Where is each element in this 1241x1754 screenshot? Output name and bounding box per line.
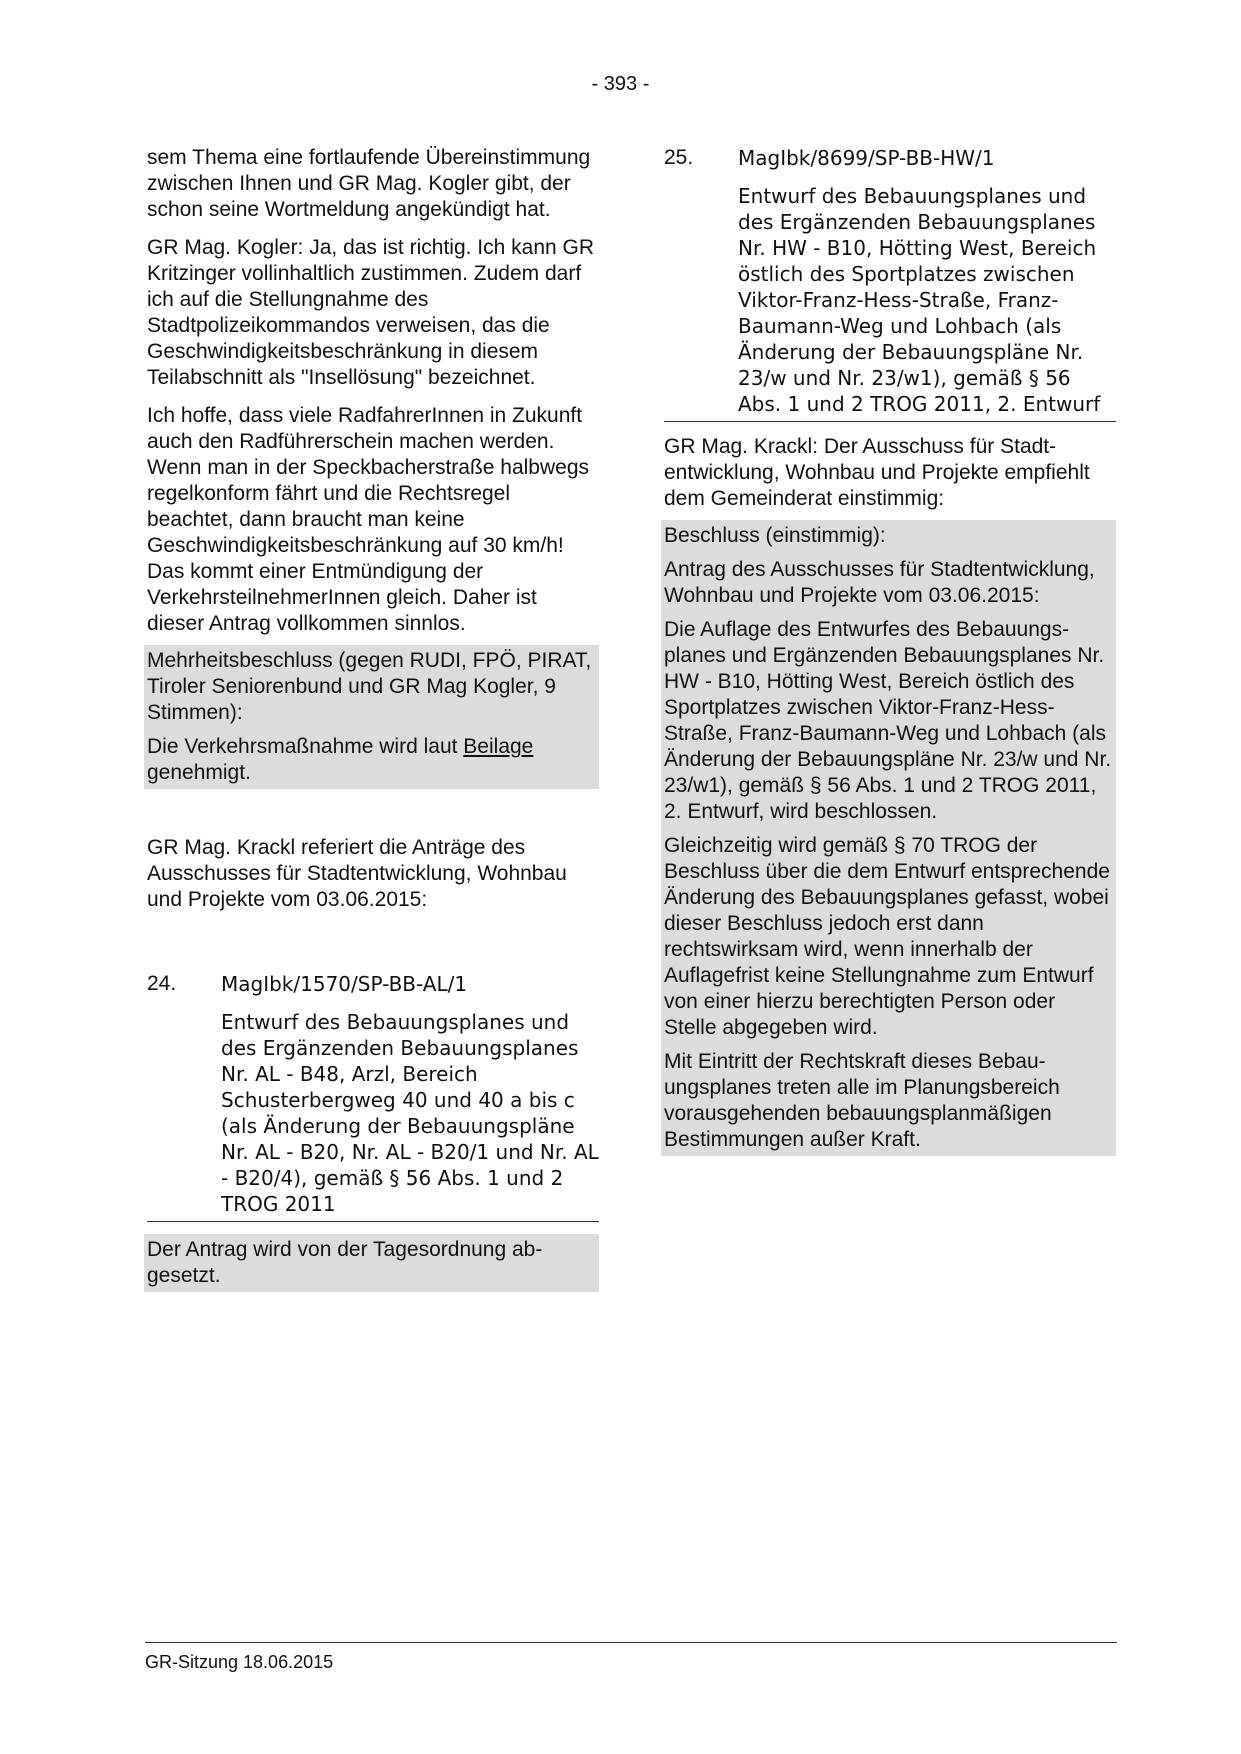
resolution-legal-effect: Mit Eintritt der Rechtskraft dieses Bebauungsplanes treten alle im Planungsbereich vorausgehenden bebauungsplanmäßigen Bestimmungen außer Kraft. [664, 1050, 1060, 1151]
agenda-description: Entwurf des Bebauungsplanes und des Ergänzenden Bebauungsplanes Nr. AL - B48, Arzl, Bereich Schusterbergweg 40 und 40 a bis c (als Änderung der Bebauungspläne Nr. AL - B20, Nr. AL - B20/1 und Nr. AL - B20/4), gemäß § 56 Abs. 1 und 2 TROG 2011 [221, 1010, 599, 1216]
resolution-box-majority [144, 645, 599, 789]
agenda-number: 25. [664, 146, 694, 169]
paragraph-continuation: sem Thema eine fortlaufende Übereinstimmung zwischen Ihnen und GR Mag. Kogler gibt, der schon seine Wortmeldung angekündigt hat. [147, 146, 591, 221]
agenda-description: Entwurf des Bebauungsplanes und des Ergänzenden Bebauungsplanes Nr. HW - B10, Hötting West, Bereich östlich des Sportplatzes zwischen Viktor-Franz-Hess-Straße, Franz-Baumann-Weg und Lohbach (als Änderung der Bebauungspläne Nr. 23/w und Nr. 23/w1), gemäß § 56 Abs. 1 und 2 TROG 2011, 2. Entwurf [738, 184, 1101, 416]
resolution-motion: Antrag des Ausschusses für Stadtentwicklung, Wohnbau und Projekte vom 03.06.2015: [664, 558, 1095, 607]
agenda-item-25 [664, 145, 1116, 422]
page-number: - 393 - [591, 73, 650, 95]
paragraph-krackl-recommendation: GR Mag. Krackl: Der Ausschuss für Stadtentwicklung, Wohnbau und Projekte empfiehlt dem Gemeinderat einstimmig: [664, 435, 1090, 510]
agenda-reference: MagIbk/1570/SP-BB-AL/1 [221, 972, 468, 996]
agenda-reference: MagIbk/8699/SP-BB-HW/1 [738, 146, 995, 170]
page-footer: GR-Sitzung 18.06.2015 [145, 1642, 1117, 1673]
majority-resolution-text: Mehrheitsbeschluss (gegen RUDI, FPÖ, PIRAT, Tiroler Seniorenbund und GR Mag Kogler, 9 Stimmen): [147, 649, 592, 724]
agenda-number: 24. [147, 972, 177, 995]
paragraph-opinion: Ich hoffe, dass viele RadfahrerInnen in Zukunft auch den Radführerschein machen werden. Wenn man in der Speckbacherstraße halbwegs regelkonform fährt und die Rechtsregel beachtet, dann braucht man keine Geschwindigkeitsbeschränkung auf 30 km/h! Das kommt einer Entmündigung der VerkehrsteilnehmerInnen gleich. Daher ist dieser Antrag vollkommen sinnlos. [147, 404, 590, 635]
beilage-link[interactable]: Beilage [463, 735, 534, 758]
deferred-text: Der Antrag wird von der Tagesordnung abgesetzt. [147, 1238, 543, 1287]
resolution-box-unanimous [661, 520, 1116, 1156]
paragraph-krackl-intro: GR Mag. Krackl referiert die Anträge des Ausschusses für Stadtentwicklung, Wohnbau und Projekte vom 03.06.2015: [147, 836, 567, 911]
agenda-item-24 [147, 971, 599, 1222]
resolution-heading: Beschluss (einstimmig): [664, 524, 886, 547]
resolution-decision: Die Auflage des Entwurfes des Bebauungsplanes und Ergänzenden Bebauungsplanes Nr. HW - B10, Hötting West, Bereich östlich des Sportplatzes zwischen Viktor-Franz-Hess-Straße, Franz-Baumann-Weg und Lohbach (als Änderung der Bebauungspläne Nr. 23/w und Nr. 23/w1), gemäß § 56 Abs. 1 und 2 TROG 2011, 2. Entwurf, wird beschlossen. [664, 618, 1112, 823]
traffic-measure-text: Die Verkehrsmaßnahme wird laut Beilage genehmigt. [147, 735, 534, 784]
paragraph-kogler: GR Mag. Kogler: Ja, das ist richtig. Ich kann GR Kritzinger vollinhaltlich zustimmen. Zudem darf ich auf die Stellungnahme des Stadtpolizeikommandos verweisen, das die Geschwindigkeitsbeschränkung in diesem Teilabschnitt als "Insellösung" bezeichnet. [147, 236, 595, 389]
resolution-simultaneous: Gleichzeitig wird gemäß § 70 TROG der Beschluss über die dem Entwurf entsprechende Änderung des Bebauungsplanes gefasst, wobei dieser Beschluss jedoch erst dann rechtswirksam wird, wenn innerhalb der Auflagefrist keine Stellungnahme zum Entwurf von einer hierzu berechtigten Person oder Stelle abgegeben wird. [664, 834, 1110, 1039]
right-column [664, 145, 1116, 1156]
resolution-box-deferred [144, 1234, 599, 1292]
left-column [147, 145, 599, 1292]
